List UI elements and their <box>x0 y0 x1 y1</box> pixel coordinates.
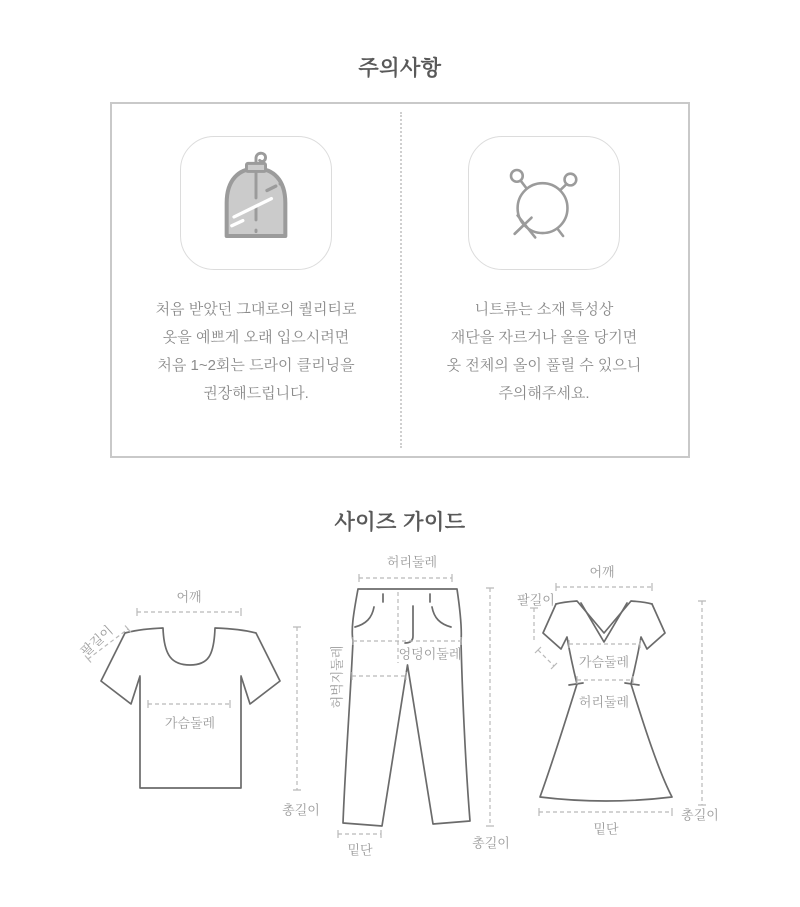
caution-line: 권장해드립니다. <box>203 385 309 402</box>
caution-box <box>110 102 690 458</box>
tshirt-chest-label: 가슴둘레 <box>164 715 216 731</box>
knitting-needles-icon <box>468 136 620 270</box>
caution-line: 주의해주세요. <box>498 385 590 402</box>
tshirt-diagram-graphic <box>85 608 301 790</box>
caution-line: 옷을 예쁘게 오래 입으시려면 <box>162 329 350 346</box>
pants-diagram-graphic <box>338 574 494 838</box>
caution-section-title: 주의사항 <box>358 57 442 80</box>
caution-line: 처음 1~2회는 드라이 클리닝을 <box>157 357 355 374</box>
caution-item-dry-cleaning <box>112 104 400 456</box>
knitting-needles-icon-graphic <box>484 148 604 258</box>
pants-hip-label: 엉덩이둘레 <box>398 646 462 662</box>
caution-text-dry-cleaning <box>112 296 400 408</box>
pants-waist-label: 허리둘레 <box>386 554 438 570</box>
garment-bag-icon-graphic <box>196 148 316 258</box>
pants-total-length-label: 총길이 <box>472 835 510 851</box>
dress-chest-label: 가슴둘레 <box>578 654 630 670</box>
size-guide-section-title: 사이즈 가이드 <box>334 511 466 534</box>
dotted-divider <box>400 112 402 448</box>
caution-line: 처음 받았던 그대로의 퀄리티로 <box>155 301 357 318</box>
caution-line: 옷 전체의 올이 풀릴 수 있으니 <box>446 357 642 374</box>
dress-waist-label: 허리둘레 <box>578 694 630 710</box>
caution-line: 재단을 자르거나 올을 당기면 <box>450 329 638 346</box>
tshirt-shoulder-label: 어깨 <box>176 589 202 605</box>
caution-line: 니트류는 소재 특성상 <box>474 301 614 318</box>
size-guide-graphic <box>0 544 800 904</box>
dress-arm-length-label: 팔길이 <box>517 592 555 608</box>
pants-thigh-label: 허벅지둘레 <box>329 645 345 709</box>
tshirt-total-length-label: 총길이 <box>282 802 320 818</box>
dress-total-length-label: 총길이 <box>681 807 719 823</box>
dress-shoulder-label: 어깨 <box>589 564 615 580</box>
caution-text-knitwear <box>400 296 688 408</box>
garment-bag-icon <box>180 136 332 270</box>
tshirt-arm-length-label: 팔길이 <box>77 622 116 659</box>
dress-hem-label: 밑단 <box>593 821 619 837</box>
caution-item-knitwear <box>400 104 688 456</box>
pants-hem-label: 밑단 <box>347 842 373 858</box>
size-guide-diagrams <box>0 544 800 904</box>
